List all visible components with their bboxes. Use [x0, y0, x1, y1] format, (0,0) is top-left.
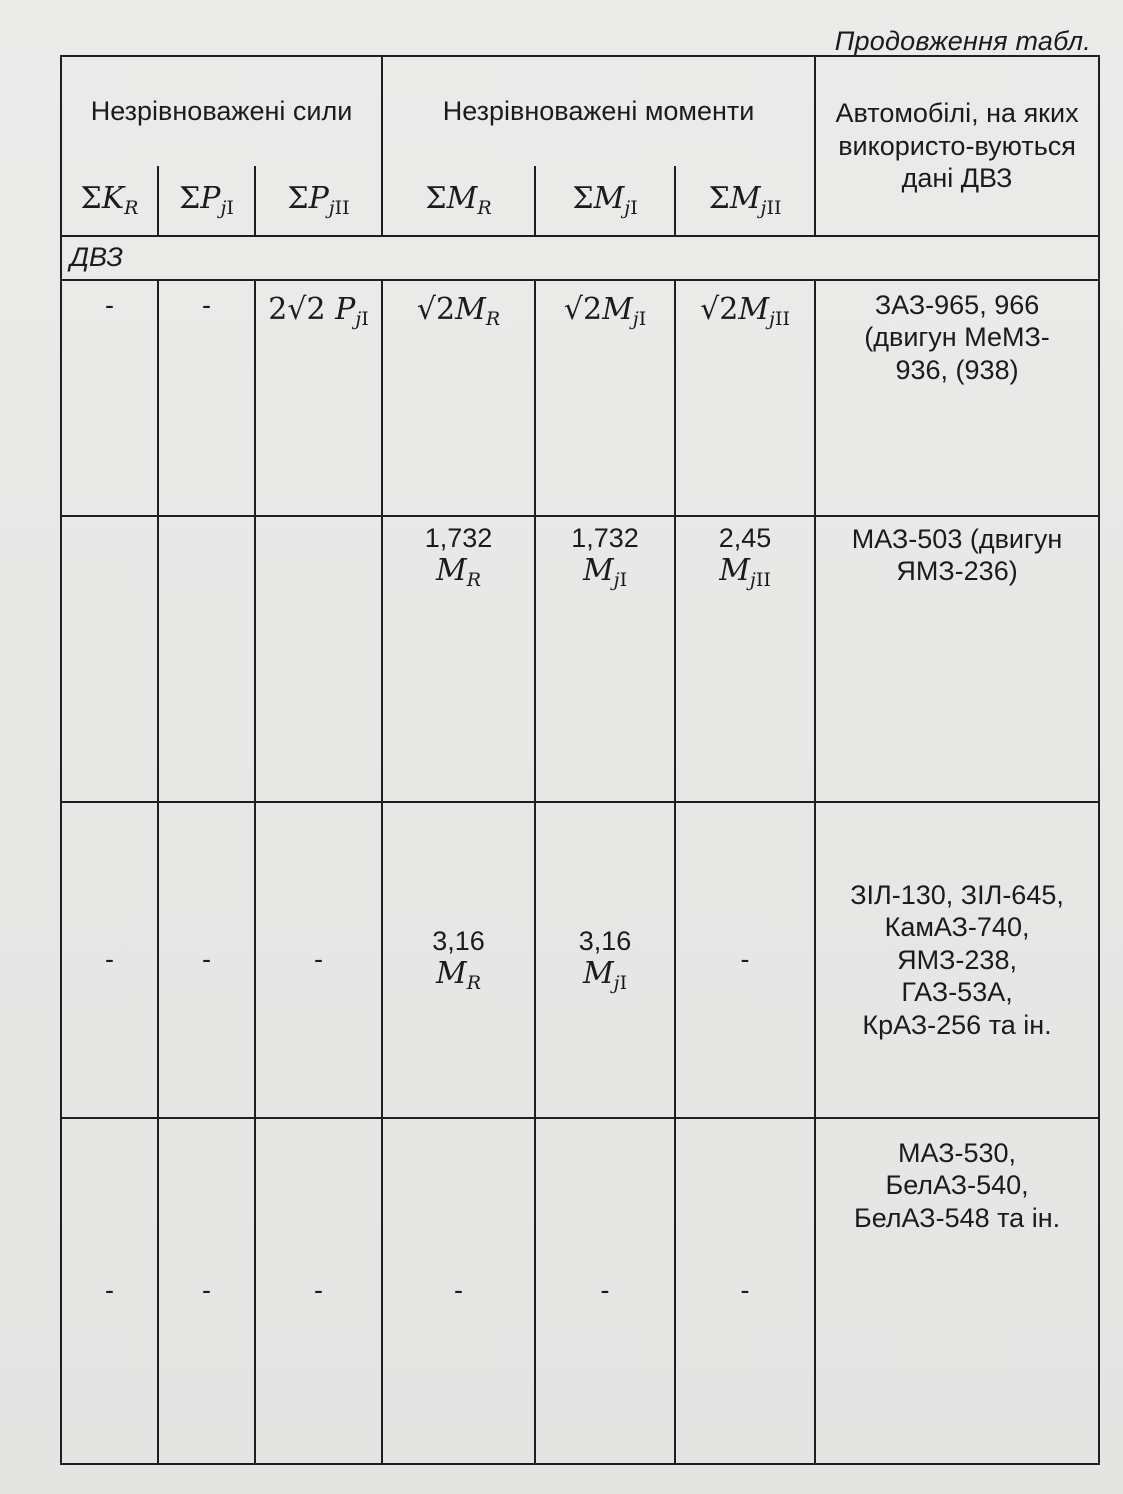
- cell-empty: [61, 516, 158, 802]
- header-row-titles: [61, 56, 1099, 166]
- continuation-label: Продовження табл.: [834, 26, 1091, 56]
- sym-sum-m-j2: $\Sigma M_{jII}$: [675, 166, 815, 236]
- cars-cell: [815, 1118, 1099, 1464]
- cell-dash: -: [61, 802, 158, 1118]
- cell-formula: $√2M_{jII}$: [675, 280, 815, 516]
- section-row: [61, 236, 1099, 280]
- car-line: КрАЗ-256 та ін.: [862, 1009, 1052, 1040]
- cell-formula: 3,16 $M_R$: [382, 802, 535, 1118]
- car-line: ЗІЛ-130, ЗІЛ-645,: [850, 880, 1064, 911]
- sym-sum-p-j2: $\Sigma P_{jII}$: [255, 166, 382, 236]
- table-row: [61, 516, 1099, 802]
- cars-cell: [815, 802, 1099, 1118]
- car-line: ЯМЗ-236): [896, 556, 1018, 587]
- forces-header: [61, 56, 382, 166]
- cell-dash: -: [158, 802, 255, 1118]
- car-line: 936, (938): [895, 354, 1019, 385]
- car-line: МАЗ-530,: [898, 1138, 1017, 1168]
- cell-formula: 1,732 $M_R$: [382, 516, 535, 802]
- car-line: БелАЗ-540,: [885, 1170, 1029, 1201]
- moments-title: Незрівноважені моменти: [442, 95, 755, 126]
- cell-dash: -: [675, 1118, 815, 1464]
- car-line: ЯМЗ-238,: [897, 944, 1017, 975]
- cell-dash: -: [382, 1118, 535, 1464]
- sym-sum-k-r: $\Sigma K_R$: [61, 166, 158, 236]
- cell-empty: [255, 516, 382, 802]
- car-line: БелАЗ-548 та ін.: [853, 1202, 1061, 1233]
- cell-dash: -: [61, 280, 158, 516]
- car-line: (двигун МеМЗ-: [864, 322, 1050, 353]
- cars-header: [815, 56, 1099, 236]
- car-line: КамАЗ-740,: [884, 912, 1030, 943]
- cell-formula: 2,45 $M_{jII}$: [675, 516, 815, 802]
- sym-sum-m-j1: $\Sigma M_{jI}$: [535, 166, 675, 236]
- cell-formula: $√2M_R$: [382, 280, 535, 516]
- cars-cell: [815, 516, 1099, 802]
- section-label: ДВЗ: [61, 236, 1099, 280]
- car-line: МАЗ-503 (двигун: [851, 524, 1063, 554]
- cell-formula: 2√2 $P_{jI}$: [255, 280, 382, 516]
- sym-sum-m-r: $\Sigma M_R$: [382, 166, 535, 236]
- cell-dash: -: [158, 1118, 255, 1464]
- table-row: [61, 802, 1099, 1118]
- table-row: [61, 280, 1099, 516]
- cell-empty: [158, 516, 255, 802]
- forces-title: Незрівноважені сили: [90, 95, 353, 126]
- table-row: [61, 1118, 1099, 1464]
- cell-formula: 3,16 $M_{jI}$: [535, 802, 675, 1118]
- dvz-balance-table: [60, 55, 1100, 1465]
- cell-formula: $√2M_{jI}$: [535, 280, 675, 516]
- cars-cell: [815, 280, 1099, 516]
- cell-dash: -: [255, 802, 382, 1118]
- sym-sum-p-j1: $\Sigma P_{jI}$: [158, 166, 255, 236]
- car-line: ЗАЗ-965, 966: [874, 290, 1040, 320]
- car-line: ГАЗ-53А,: [901, 977, 1013, 1008]
- cell-dash: -: [61, 1118, 158, 1464]
- cell-dash: -: [158, 280, 255, 516]
- cell-dash: -: [255, 1118, 382, 1464]
- cars-title: Автомобілі, на яких використо-вуються дані ДВЗ: [835, 98, 1079, 194]
- moments-header: [382, 56, 815, 166]
- cell-dash: -: [675, 802, 815, 1118]
- cell-formula: 1,732 $M_{jI}$: [535, 516, 675, 802]
- cell-dash: -: [535, 1118, 675, 1464]
